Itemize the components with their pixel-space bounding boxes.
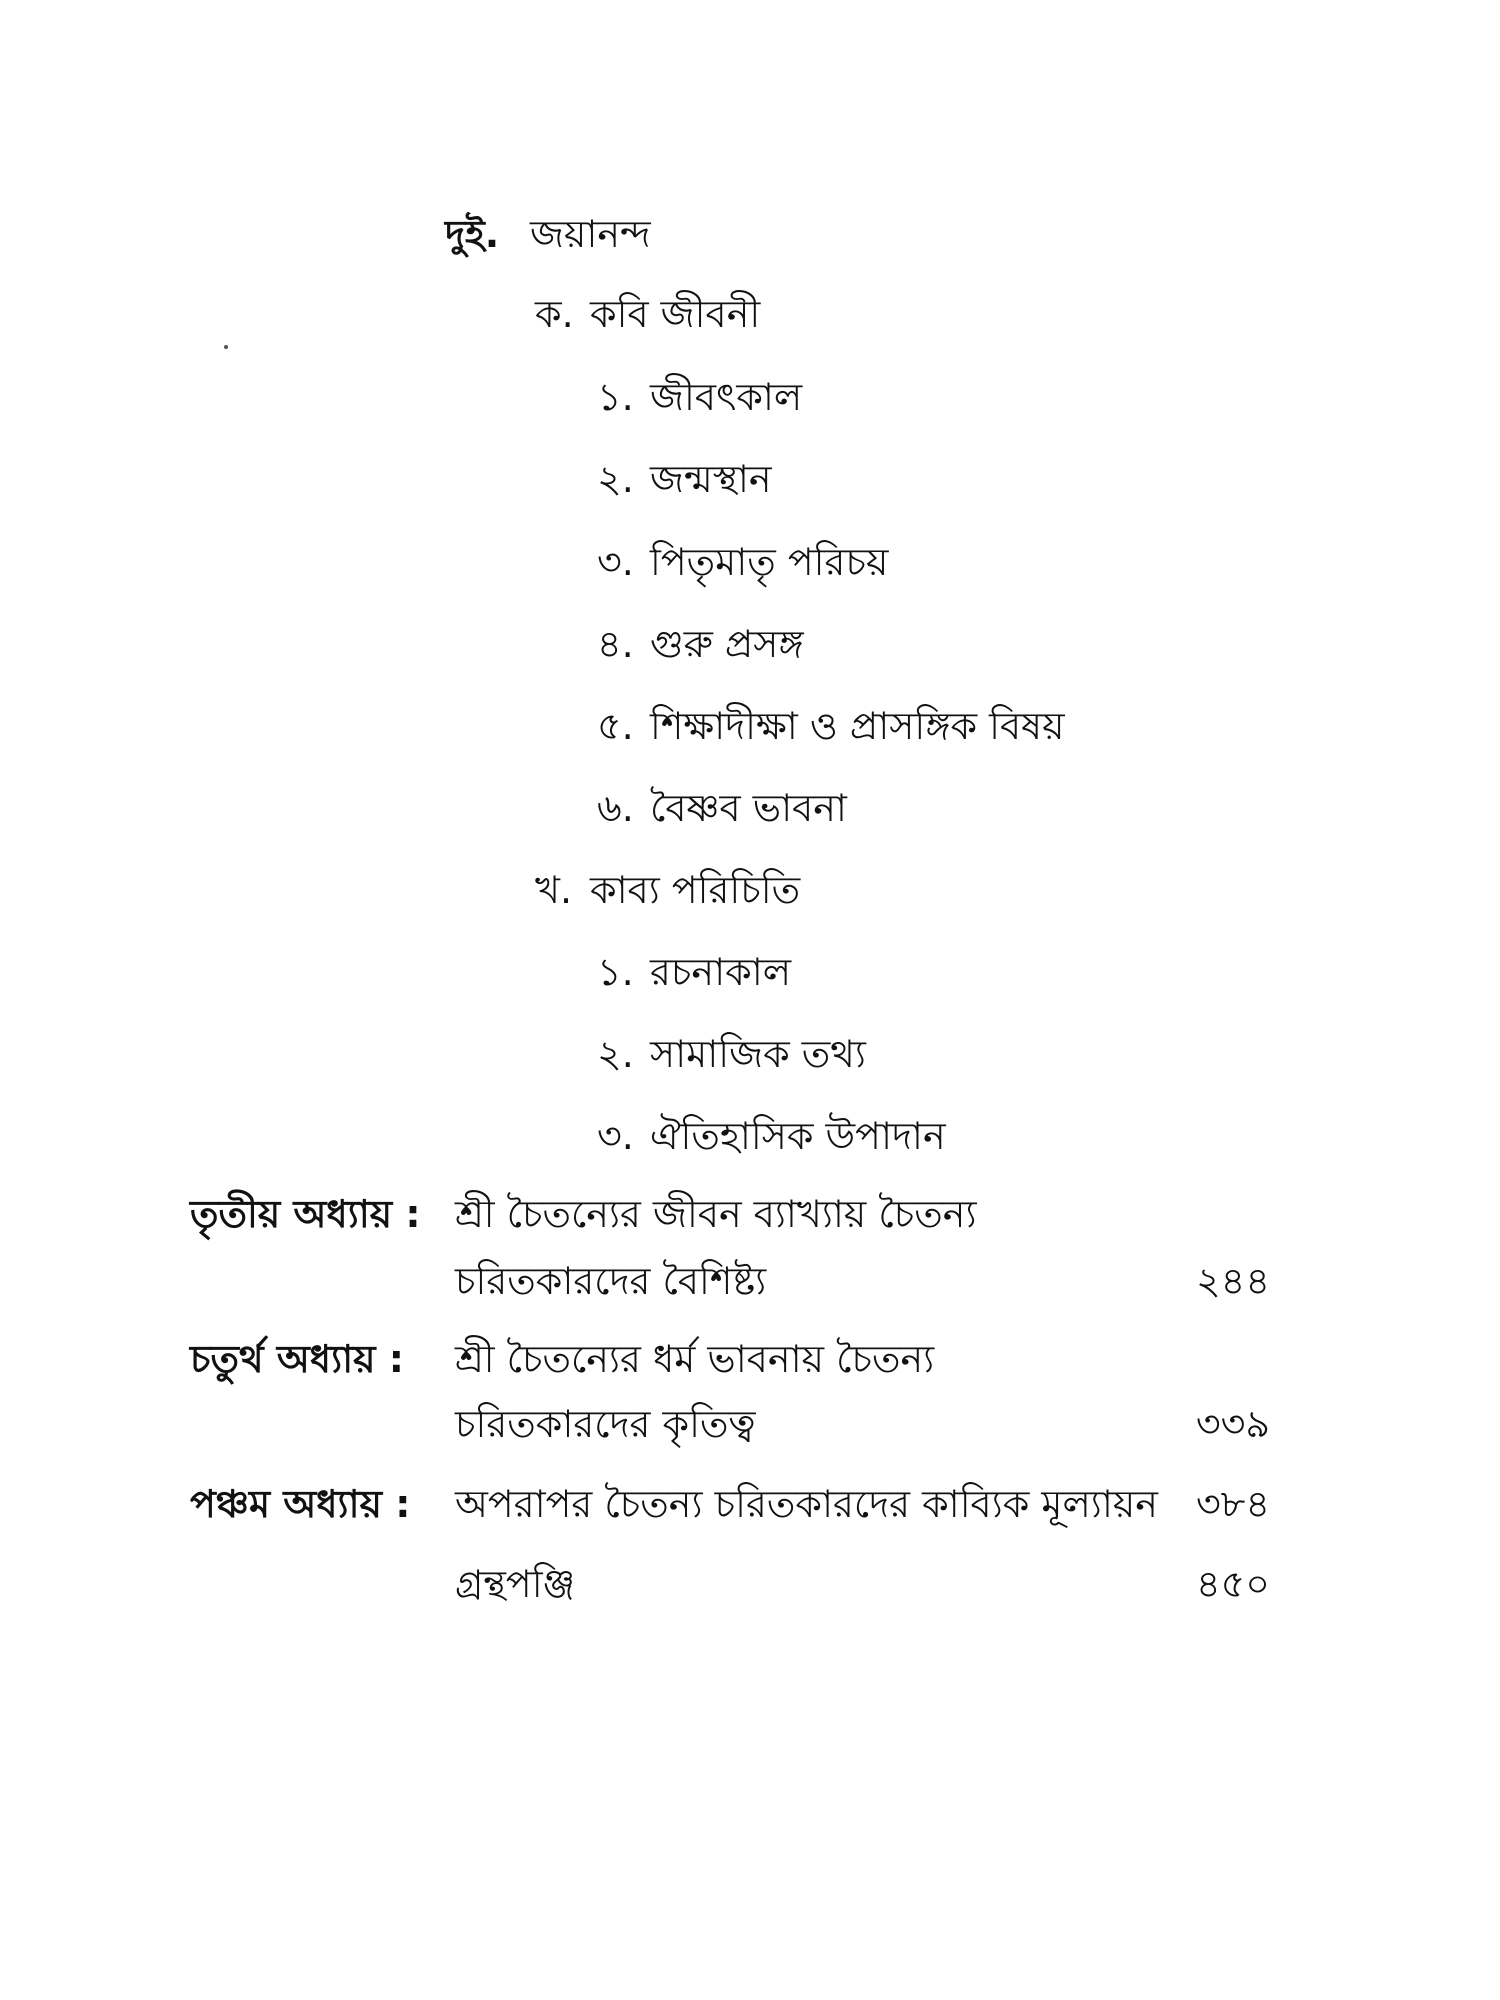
item-number: ২.	[597, 1032, 634, 1076]
item-title: বৈষ্ণব ভাবনা	[650, 786, 847, 830]
chapter-label: তৃতীয় অধ্যায় :	[190, 1192, 421, 1236]
item-number: ৬.	[597, 786, 634, 830]
item-title: গুরু প্রসঙ্গ	[650, 622, 804, 666]
chapter-title-line1: অপরাপর চৈতন্য চরিতকারদের কাব্যিক মূল্যায়ন	[455, 1482, 1158, 1526]
chapter-label: চতুর্থ অধ্যায় :	[190, 1337, 404, 1381]
chapter-page-number: ২৪৪	[1195, 1259, 1270, 1303]
item-number: ৫.	[597, 704, 634, 748]
item-title: শিক্ষাদীক্ষা ও প্রাসঙ্গিক বিষয়	[650, 704, 1065, 748]
item-number: ৪.	[597, 622, 634, 666]
item-title: সামাজিক তথ্য	[650, 1032, 866, 1076]
chapter-page-number: ৩৩৯	[1195, 1402, 1270, 1446]
item-number: ১.	[597, 950, 634, 994]
chapter-title-line2: চরিতকারদের বৈশিষ্ট্য	[455, 1259, 767, 1303]
item-number: ১.	[597, 375, 634, 419]
chapter-title-line1: শ্রী চৈতন্যের জীবন ব্যাখ্যায় চৈতন্য	[455, 1192, 977, 1236]
item-number: ২.	[597, 457, 634, 501]
section-number: দুই.	[445, 212, 500, 256]
item-title: জীবৎকাল	[650, 375, 803, 419]
item-title: ঐতিহাসিক উপাদান	[650, 1114, 946, 1158]
item-number: ৩.	[597, 540, 634, 584]
bibliography-page-number: ৪৫০	[1195, 1562, 1270, 1606]
section-title: জয়ানন্দ	[530, 212, 651, 256]
part-title: কাব্য পরিচিতি	[590, 868, 801, 912]
chapter-title-line1: শ্রী চৈতন্যের ধর্ম ভাবনায় চৈতন্য	[455, 1337, 935, 1381]
item-title: পিতৃমাতৃ পরিচয়	[650, 540, 889, 584]
bibliography-title: গ্রন্থপঞ্জি	[455, 1562, 576, 1606]
scan-speck	[224, 345, 228, 349]
chapter-label: পঞ্চম অধ্যায় :	[190, 1482, 411, 1526]
part-title: কবি জীবনী	[590, 292, 761, 336]
part-marker: খ.	[535, 868, 573, 912]
chapter-page-number: ৩৮৪	[1195, 1482, 1270, 1526]
item-title: রচনাকাল	[650, 950, 792, 994]
chapter-title-line2: চরিতকারদের কৃতিত্ব	[455, 1402, 756, 1446]
part-marker: ক.	[535, 292, 574, 336]
item-number: ৩.	[597, 1114, 634, 1158]
item-title: জন্মস্থান	[650, 457, 772, 501]
